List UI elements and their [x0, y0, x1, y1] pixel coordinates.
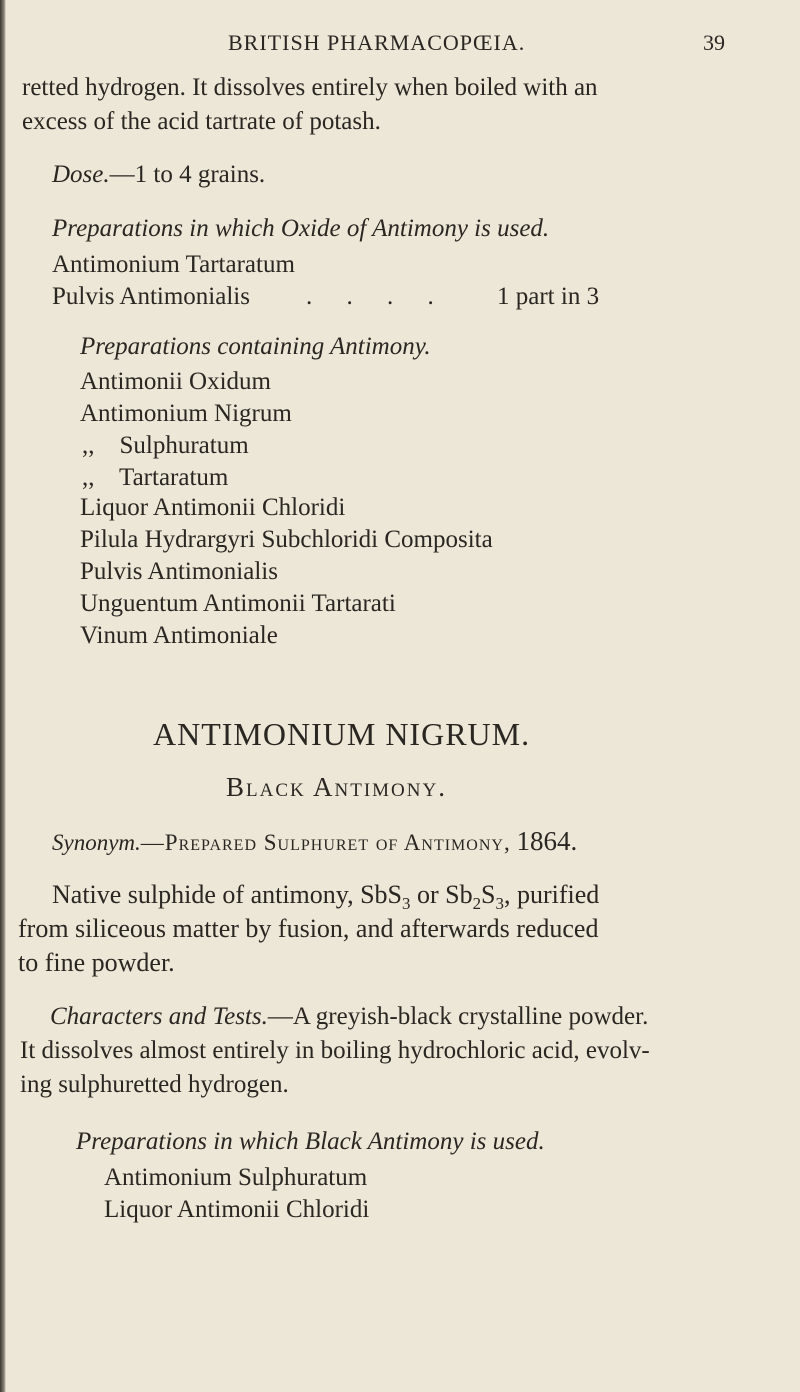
description-line: from siliceous matter by fusion, and afterwards reduced — [18, 914, 599, 943]
formula-subscript: 3 — [495, 894, 504, 914]
characters-line: ing sulphuretted hydrogen. — [20, 1071, 289, 1098]
description-text: S — [481, 880, 496, 909]
section-heading: Preparations containing Antimony. — [80, 333, 431, 360]
preparation-item: ,, Sulphuratum — [82, 432, 249, 459]
description-line: to fine powder. — [18, 948, 175, 977]
description-text: , purified — [503, 880, 600, 909]
synonym-label: Synonym. — [52, 830, 141, 855]
preparation-item: Unguentum Antimonii Tartarati — [80, 590, 396, 617]
description-text: Native sulphide of antimony, SbS — [52, 880, 403, 909]
synonym-year: 1864. — [516, 826, 578, 856]
preparation-item: Antimonium Tartaratum — [52, 251, 295, 278]
dot-leader: . . . . — [306, 283, 448, 310]
preparation-item: Liquor Antimonii Chloridi — [104, 1196, 370, 1223]
characters-label: Characters and Tests. — [50, 1003, 268, 1030]
dose-value: —1 to 4 grains. — [109, 161, 266, 188]
monograph-english-name: Black Antimony. — [226, 772, 447, 802]
formula-subscript: 2 — [472, 894, 482, 914]
paragraph-line: retted hydrogen. It dissolves entirely when boiled with an — [22, 74, 598, 101]
preparation-item: Antimonium Sulphuratum — [104, 1164, 368, 1191]
synonym-line — [52, 826, 577, 857]
characters-line — [50, 1002, 648, 1032]
preparation-item: Pulvis Antimonialis — [52, 283, 250, 310]
section-heading: Preparations in which Black Antimony is used. — [76, 1128, 545, 1155]
characters-text: —A greyish-black crystalline powder. — [267, 1003, 649, 1030]
preparation-item: Pulvis Antimonialis — [80, 558, 278, 585]
paragraph-line: excess of the acid tartrate of potash. — [22, 108, 381, 135]
preparation-item: Antimonii Oxidum — [80, 368, 271, 395]
preparation-item: ,, Tartaratum — [82, 464, 229, 491]
preparation-item: Pilula Hydrargyri Subchloridi Composita — [80, 526, 493, 553]
preparation-item: Vinum Antimoniale — [80, 622, 278, 649]
section-heading: Preparations in which Oxide of Antimony is used. — [52, 215, 550, 242]
page-number: 39 — [703, 30, 725, 55]
formula-subscript: 3 — [402, 894, 411, 914]
dose-line — [52, 160, 265, 190]
running-header: BRITISH PHARMACOPŒIA. — [228, 30, 526, 55]
preparation-item: Liquor Antimonii Chloridi — [80, 494, 346, 521]
preparation-item: Antimonium Nigrum — [80, 400, 292, 427]
description-text: or Sb — [410, 880, 473, 909]
monograph-title: ANTIMONIUM NIGRUM. — [153, 716, 531, 752]
synonym-text: —Prepared Sulphuret of Antimony, — [140, 830, 511, 855]
dose-label: Dose. — [52, 161, 110, 188]
preparation-proportion: 1 part in 3 — [497, 283, 600, 310]
characters-line: It dissolves almost entirely in boiling hydrochloric acid, evolv- — [20, 1037, 650, 1064]
